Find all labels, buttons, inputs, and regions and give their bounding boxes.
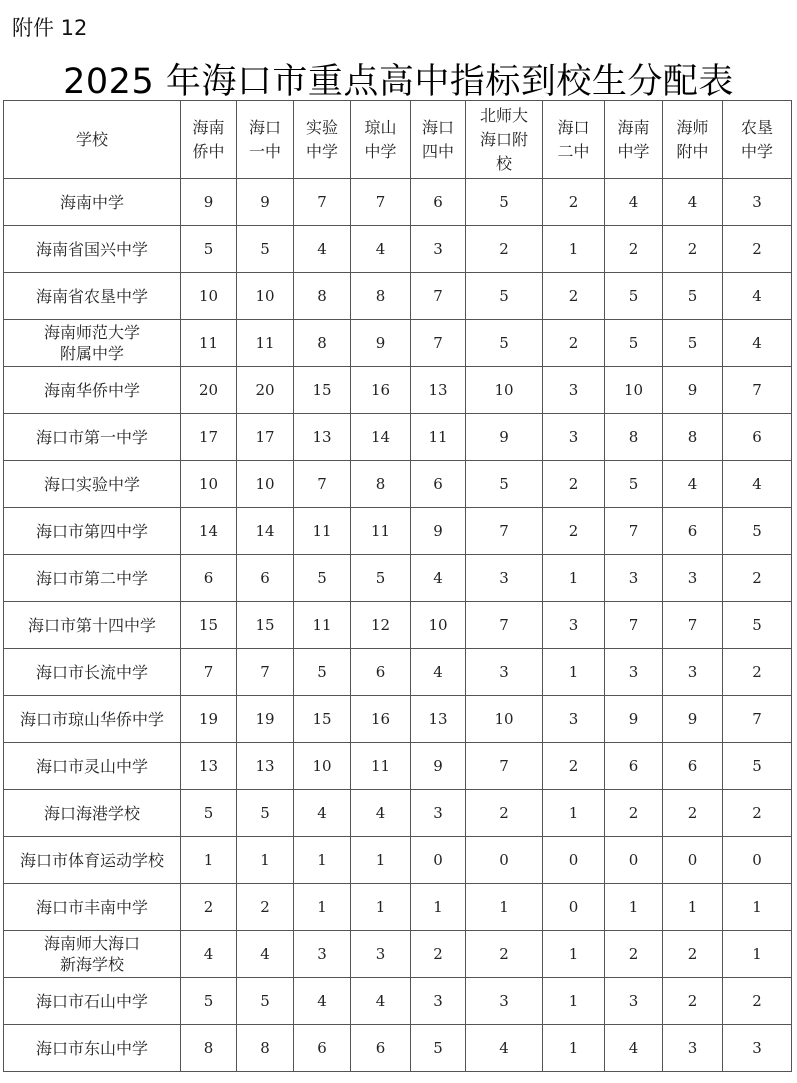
quota-cell: 12: [351, 602, 411, 649]
quota-cell: 2: [543, 508, 605, 555]
quota-cell: 6: [237, 555, 294, 602]
table-row: [4, 461, 792, 508]
quota-cell: 1: [723, 931, 792, 978]
quota-cell: 3: [466, 978, 543, 1025]
column-header-school: 学校: [4, 101, 181, 179]
quota-cell: 7: [351, 179, 411, 226]
quota-cell: 2: [466, 790, 543, 837]
quota-cell: 3: [411, 790, 466, 837]
table-row: [4, 273, 792, 320]
quota-cell: 11: [351, 508, 411, 555]
quota-cell: 3: [605, 978, 663, 1025]
quota-cell: 6: [411, 461, 466, 508]
quota-cell: 1: [543, 555, 605, 602]
quota-cell: 6: [663, 743, 723, 790]
quota-cell: 10: [466, 367, 543, 414]
school-name-cell: 海口市石山中学: [4, 978, 181, 1025]
quota-cell: 3: [411, 978, 466, 1025]
table-row: [4, 320, 792, 367]
quota-cell: 2: [663, 931, 723, 978]
school-name-cell: 海口市第一中学: [4, 414, 181, 461]
quota-cell: 5: [466, 273, 543, 320]
quota-cell: 1: [543, 226, 605, 273]
quota-cell: 16: [351, 367, 411, 414]
quota-cell: 0: [723, 837, 792, 884]
quota-cell: 9: [181, 179, 237, 226]
school-name-cell: 海南师大海口 新海学校: [4, 931, 181, 978]
quota-cell: 3: [411, 226, 466, 273]
column-header: 实验 中学: [294, 101, 351, 179]
table-row: [4, 179, 792, 226]
quota-cell: 15: [294, 696, 351, 743]
quota-cell: 10: [466, 696, 543, 743]
quota-cell: 5: [723, 743, 792, 790]
quota-cell: 17: [237, 414, 294, 461]
quota-cell: 2: [543, 743, 605, 790]
quota-cell: 9: [663, 696, 723, 743]
quota-cell: 11: [237, 320, 294, 367]
quota-cell: 4: [723, 273, 792, 320]
quota-cell: 10: [237, 273, 294, 320]
quota-cell: 8: [181, 1025, 237, 1072]
quota-cell: 3: [466, 649, 543, 696]
quota-cell: 6: [663, 508, 723, 555]
quota-cell: 0: [543, 884, 605, 931]
quota-cell: 7: [411, 320, 466, 367]
quota-cell: 3: [294, 931, 351, 978]
quota-cell: 1: [294, 884, 351, 931]
quota-cell: 13: [411, 367, 466, 414]
quota-cell: 9: [411, 743, 466, 790]
quota-cell: 5: [723, 508, 792, 555]
quota-cell: 4: [411, 555, 466, 602]
quota-cell: 9: [663, 367, 723, 414]
quota-cell: 2: [663, 226, 723, 273]
quota-cell: 8: [351, 273, 411, 320]
quota-cell: 9: [411, 508, 466, 555]
table-row: [4, 931, 792, 978]
quota-cell: 1: [351, 884, 411, 931]
quota-cell: 4: [466, 1025, 543, 1072]
quota-cell: 2: [466, 931, 543, 978]
quota-cell: 5: [663, 273, 723, 320]
table-row: [4, 367, 792, 414]
quota-cell: 11: [181, 320, 237, 367]
quota-cell: 3: [663, 649, 723, 696]
quota-cell: 8: [294, 273, 351, 320]
quota-cell: 7: [466, 743, 543, 790]
quota-cell: 4: [181, 931, 237, 978]
quota-cell: 10: [181, 461, 237, 508]
table-row: [4, 226, 792, 273]
quota-cell: 1: [543, 790, 605, 837]
quota-cell: 5: [723, 602, 792, 649]
quota-cell: 2: [543, 320, 605, 367]
school-name-cell: 海南省农垦中学: [4, 273, 181, 320]
quota-cell: 5: [411, 1025, 466, 1072]
quota-cell: 4: [351, 790, 411, 837]
quota-cell: 15: [237, 602, 294, 649]
quota-cell: 5: [663, 320, 723, 367]
quota-cell: 11: [294, 508, 351, 555]
quota-cell: 1: [543, 931, 605, 978]
quota-cell: 14: [181, 508, 237, 555]
quota-cell: 8: [294, 320, 351, 367]
quota-cell: 4: [294, 226, 351, 273]
table-row: [4, 1025, 792, 1072]
quota-cell: 3: [723, 179, 792, 226]
quota-cell: 1: [351, 837, 411, 884]
column-header: 海南 中学: [605, 101, 663, 179]
quota-cell: 4: [605, 1025, 663, 1072]
quota-cell: 5: [605, 273, 663, 320]
quota-cell: 3: [543, 414, 605, 461]
quota-cell: 1: [543, 978, 605, 1025]
school-name-cell: 海口市体育运动学校: [4, 837, 181, 884]
quota-cell: 8: [605, 414, 663, 461]
quota-cell: 2: [181, 884, 237, 931]
quota-cell: 5: [466, 320, 543, 367]
table-row: [4, 555, 792, 602]
quota-cell: 11: [411, 414, 466, 461]
quota-cell: 3: [723, 1025, 792, 1072]
quota-cell: 14: [237, 508, 294, 555]
quota-cell: 1: [723, 884, 792, 931]
quota-cell: 16: [351, 696, 411, 743]
column-header: 海口 四中: [411, 101, 466, 179]
quota-cell: 4: [411, 649, 466, 696]
quota-cell: 1: [663, 884, 723, 931]
quota-cell: 1: [411, 884, 466, 931]
quota-cell: 2: [723, 790, 792, 837]
table-row: [4, 743, 792, 790]
quota-cell: 7: [411, 273, 466, 320]
quota-cell: 8: [237, 1025, 294, 1072]
quota-cell: 0: [411, 837, 466, 884]
column-header: 农垦 中学: [723, 101, 792, 179]
quota-cell: 2: [543, 273, 605, 320]
quota-cell: 7: [723, 696, 792, 743]
quota-cell: 8: [663, 414, 723, 461]
quota-cell: 9: [466, 414, 543, 461]
quota-cell: 5: [605, 461, 663, 508]
school-name-cell: 海口市第十四中学: [4, 602, 181, 649]
quota-cell: 2: [237, 884, 294, 931]
quota-cell: 3: [663, 555, 723, 602]
quota-cell: 6: [294, 1025, 351, 1072]
quota-cell: 5: [351, 555, 411, 602]
quota-cell: 6: [351, 1025, 411, 1072]
quota-cell: 13: [237, 743, 294, 790]
quota-cell: 2: [605, 790, 663, 837]
table-row: [4, 978, 792, 1025]
quota-cell: 3: [543, 696, 605, 743]
school-name-cell: 海口市琼山华侨中学: [4, 696, 181, 743]
quota-cell: 2: [605, 226, 663, 273]
quota-cell: 3: [543, 367, 605, 414]
quota-cell: 7: [466, 602, 543, 649]
quota-cell: 2: [723, 226, 792, 273]
quota-cell: 9: [351, 320, 411, 367]
page-title: 2025 年海口市重点高中指标到校生分配表: [63, 62, 734, 102]
quota-cell: 1: [181, 837, 237, 884]
quota-cell: 11: [351, 743, 411, 790]
quota-cell: 2: [723, 555, 792, 602]
school-name-cell: 海口市丰南中学: [4, 884, 181, 931]
quota-cell: 7: [466, 508, 543, 555]
quota-cell: 0: [466, 837, 543, 884]
school-name-cell: 海南省国兴中学: [4, 226, 181, 273]
table-row: [4, 649, 792, 696]
quota-cell: 7: [237, 649, 294, 696]
quota-cell: 2: [663, 790, 723, 837]
quota-cell: 5: [294, 555, 351, 602]
quota-cell: 7: [294, 461, 351, 508]
quota-cell: 7: [663, 602, 723, 649]
quota-cell: 6: [351, 649, 411, 696]
quota-cell: 5: [237, 790, 294, 837]
quota-cell: 7: [723, 367, 792, 414]
quota-cell: 4: [237, 931, 294, 978]
quota-cell: 1: [543, 1025, 605, 1072]
school-name-cell: 海口市第二中学: [4, 555, 181, 602]
quota-cell: 19: [181, 696, 237, 743]
quota-cell: 6: [723, 414, 792, 461]
column-header: 海师 附中: [663, 101, 723, 179]
quota-cell: 1: [294, 837, 351, 884]
quota-cell: 5: [181, 790, 237, 837]
quota-cell: 2: [663, 978, 723, 1025]
quota-cell: 4: [351, 226, 411, 273]
quota-cell: 15: [294, 367, 351, 414]
allocation-table: [3, 100, 792, 1072]
school-name-cell: 海口市长流中学: [4, 649, 181, 696]
quota-cell: 2: [466, 226, 543, 273]
quota-cell: 10: [411, 602, 466, 649]
quota-cell: 4: [663, 461, 723, 508]
quota-cell: 15: [181, 602, 237, 649]
quota-cell: 4: [351, 978, 411, 1025]
quota-cell: 3: [351, 931, 411, 978]
quota-cell: 5: [294, 649, 351, 696]
quota-cell: 10: [294, 743, 351, 790]
quota-cell: 10: [605, 367, 663, 414]
table-row: [4, 696, 792, 743]
quota-cell: 4: [663, 179, 723, 226]
column-header: 海口 二中: [543, 101, 605, 179]
quota-cell: 2: [543, 461, 605, 508]
quota-cell: 17: [181, 414, 237, 461]
table-row: [4, 414, 792, 461]
quota-cell: 3: [663, 1025, 723, 1072]
column-header: 北师大 海口附 校: [466, 101, 543, 179]
school-name-cell: 海口市灵山中学: [4, 743, 181, 790]
school-name-cell: 海南师范大学 附属中学: [4, 320, 181, 367]
column-header: 琼山 中学: [351, 101, 411, 179]
quota-cell: 13: [411, 696, 466, 743]
quota-cell: 5: [181, 226, 237, 273]
quota-cell: 6: [605, 743, 663, 790]
quota-cell: 2: [723, 978, 792, 1025]
quota-cell: 0: [663, 837, 723, 884]
quota-cell: 8: [351, 461, 411, 508]
table-row: [4, 884, 792, 931]
quota-cell: 4: [294, 978, 351, 1025]
quota-cell: 13: [181, 743, 237, 790]
quota-cell: 9: [605, 696, 663, 743]
quota-cell: 3: [605, 555, 663, 602]
quota-cell: 2: [723, 649, 792, 696]
school-name-cell: 海口实验中学: [4, 461, 181, 508]
quota-cell: 2: [543, 179, 605, 226]
quota-cell: 0: [605, 837, 663, 884]
table-row: [4, 790, 792, 837]
quota-cell: 5: [605, 320, 663, 367]
quota-cell: 6: [411, 179, 466, 226]
school-name-cell: 海南华侨中学: [4, 367, 181, 414]
quota-cell: 7: [181, 649, 237, 696]
school-name-cell: 海口市东山中学: [4, 1025, 181, 1072]
quota-cell: 14: [351, 414, 411, 461]
quota-cell: 0: [543, 837, 605, 884]
table-row: [4, 837, 792, 884]
quota-cell: 11: [294, 602, 351, 649]
quota-cell: 4: [294, 790, 351, 837]
quota-cell: 5: [237, 226, 294, 273]
quota-cell: 20: [237, 367, 294, 414]
quota-cell: 4: [605, 179, 663, 226]
column-header: 海南 侨中: [181, 101, 237, 179]
school-name-cell: 海南中学: [4, 179, 181, 226]
school-name-cell: 海口市第四中学: [4, 508, 181, 555]
quota-cell: 19: [237, 696, 294, 743]
quota-cell: 3: [466, 555, 543, 602]
quota-cell: 13: [294, 414, 351, 461]
school-name-cell: 海口海港学校: [4, 790, 181, 837]
table-row: [4, 508, 792, 555]
quota-cell: 20: [181, 367, 237, 414]
quota-cell: 7: [294, 179, 351, 226]
quota-cell: 5: [466, 461, 543, 508]
quota-cell: 4: [723, 461, 792, 508]
quota-cell: 1: [237, 837, 294, 884]
quota-cell: 7: [605, 508, 663, 555]
quota-cell: 9: [237, 179, 294, 226]
quota-cell: 5: [466, 179, 543, 226]
quota-cell: 1: [543, 649, 605, 696]
quota-cell: 5: [181, 978, 237, 1025]
quota-cell: 7: [605, 602, 663, 649]
quota-cell: 1: [605, 884, 663, 931]
quota-cell: 3: [543, 602, 605, 649]
table-header-row: [4, 101, 792, 179]
quota-cell: 2: [605, 931, 663, 978]
quota-cell: 4: [723, 320, 792, 367]
quota-cell: 2: [411, 931, 466, 978]
attachment-label: 附件 12: [12, 16, 88, 40]
quota-cell: 10: [237, 461, 294, 508]
column-header: 海口 一中: [237, 101, 294, 179]
table-row: [4, 602, 792, 649]
quota-cell: 6: [181, 555, 237, 602]
quota-cell: 3: [605, 649, 663, 696]
quota-cell: 10: [181, 273, 237, 320]
quota-cell: 1: [466, 884, 543, 931]
quota-cell: 5: [237, 978, 294, 1025]
